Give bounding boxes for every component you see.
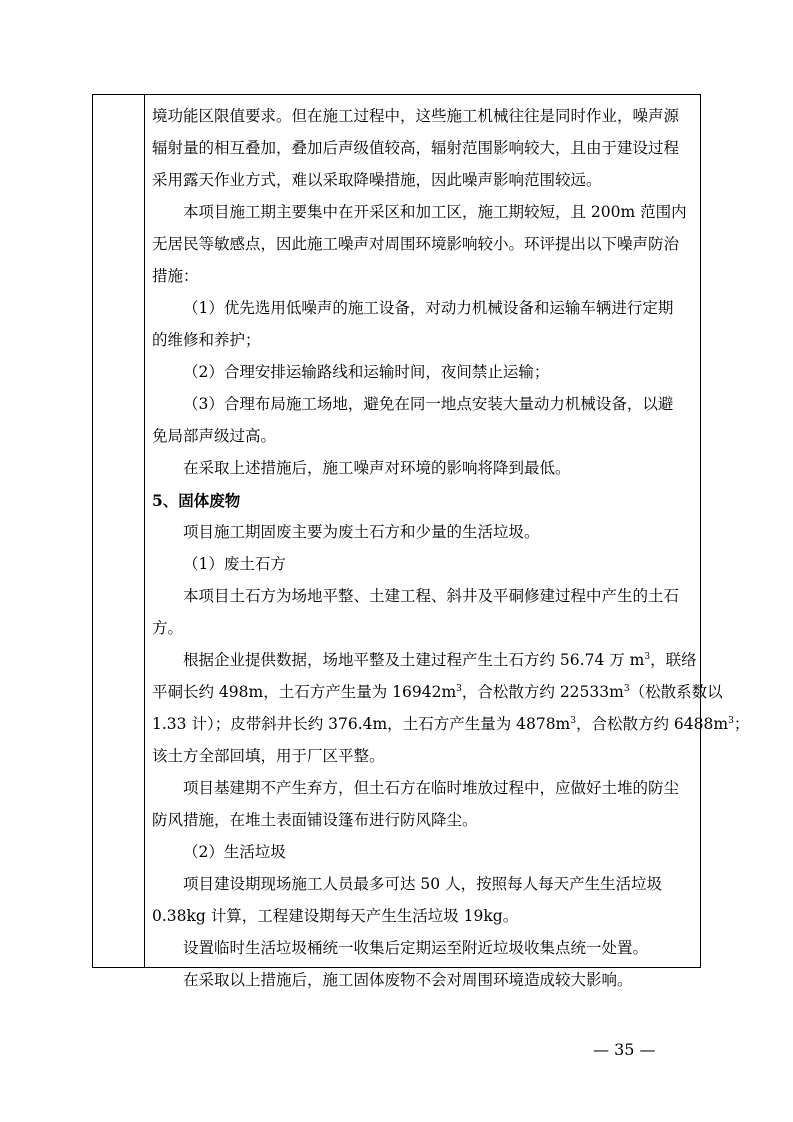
text-line: 免局部声级过高。: [152, 427, 277, 445]
sub-heading: （2）生活垃圾: [183, 843, 286, 861]
text-run: 根据企业提供数据，场地平整及土建过程产生土石方约 56.74 万 m: [183, 651, 645, 669]
text-line: 辐射量的相互叠加，叠加后声级值较高，辐射范围影响较大，且由于建设过程: [152, 139, 680, 157]
text-line: （3）合理布局施工场地，避免在同一地点安装大量动力机械设备，以避: [183, 395, 674, 413]
text-line: 的维修和养护；: [152, 331, 261, 349]
superscript: 3: [456, 683, 462, 694]
text-run: ，联络: [650, 651, 697, 669]
page-number: — 35 —: [593, 1040, 656, 1059]
text-line: 设置临时生活垃圾桶统一收集后定期运至附近垃圾收集点统一处置。: [183, 939, 649, 957]
text-line: 0.38kg 计算，工程建设期每天产生生活垃圾 19kg。: [152, 907, 519, 925]
superscript: 3: [644, 651, 651, 662]
section-heading: 5、固体废物: [152, 491, 241, 510]
table-content-cell: [145, 95, 750, 989]
sub-heading: （1）废土石方: [183, 555, 286, 573]
text-line: （1）优先选用低噪声的施工设备，对动力机械设备和运输车辆进行定期: [183, 299, 674, 317]
content-table: [92, 94, 750, 989]
text-run: 平硐长约 498m，土石方产生量为 16942m: [152, 683, 457, 701]
text-line: 无居民等敏感点，因此施工噪声对周围环境影响较小。环评提出以下噪声防治: [152, 235, 680, 253]
text-run: ；: [733, 715, 750, 733]
text-line-m3: [183, 653, 697, 669]
text-line: 措施：: [152, 267, 199, 285]
text-line: 在采取以上措施后，施工固体废物不会对周围环境造成较大影响。: [183, 971, 633, 989]
text-line: 项目施工期固废主要为废土石方和少量的生活垃圾。: [183, 523, 540, 541]
superscript: 3: [623, 683, 630, 694]
text-run: ，合松散方约 22533m: [461, 683, 624, 701]
text-line: 方。: [152, 619, 184, 637]
text-line: 采用露天作业方式，难以采取降噪措施，因此噪声影响范围较远。: [152, 171, 602, 189]
text-line: 在采取上述措施后，施工噪声对环境的影响将降到最低。: [183, 459, 571, 477]
text-line: 防风措施，在堆土表面铺设篷布进行防风降尘。: [152, 811, 478, 829]
text-line: 项目基建期不产生弃方，但土石方在临时堆放过程中，应做好土堆的防尘: [183, 779, 680, 797]
text-line-m3: [152, 717, 749, 733]
text-run: ，合松散方约 6488m: [576, 715, 729, 733]
text-line: 该土方全部回填，用于厂区平整。: [152, 747, 385, 765]
text-line-m3: [152, 685, 723, 701]
text-line: 本项目土石方为场地平整、土建工程、斜井及平硐修建过程中产生的土石: [183, 587, 680, 605]
text-run: （松散系数以: [629, 683, 723, 701]
text-line: 境功能区限值要求。但在施工过程中，这些施工机械往往是同时作业，噪声源: [152, 107, 680, 125]
text-run: 1.33 计）；皮带斜井长约 376.4m，土石方产生量为 4878m: [152, 715, 571, 733]
table-label-column: [93, 95, 145, 967]
text-line: （2）合理安排运输路线和运输时间，夜间禁止运输；: [183, 363, 550, 381]
superscript: 3: [570, 715, 576, 726]
text-line: 项目建设期现场施工人员最多可达 50 人，按照每人每天产生生活垃圾: [183, 875, 663, 893]
superscript: 3: [728, 715, 734, 726]
text-line: 本项目施工期主要集中在开采区和加工区，施工期较短，且 200m 范围内: [183, 203, 687, 221]
